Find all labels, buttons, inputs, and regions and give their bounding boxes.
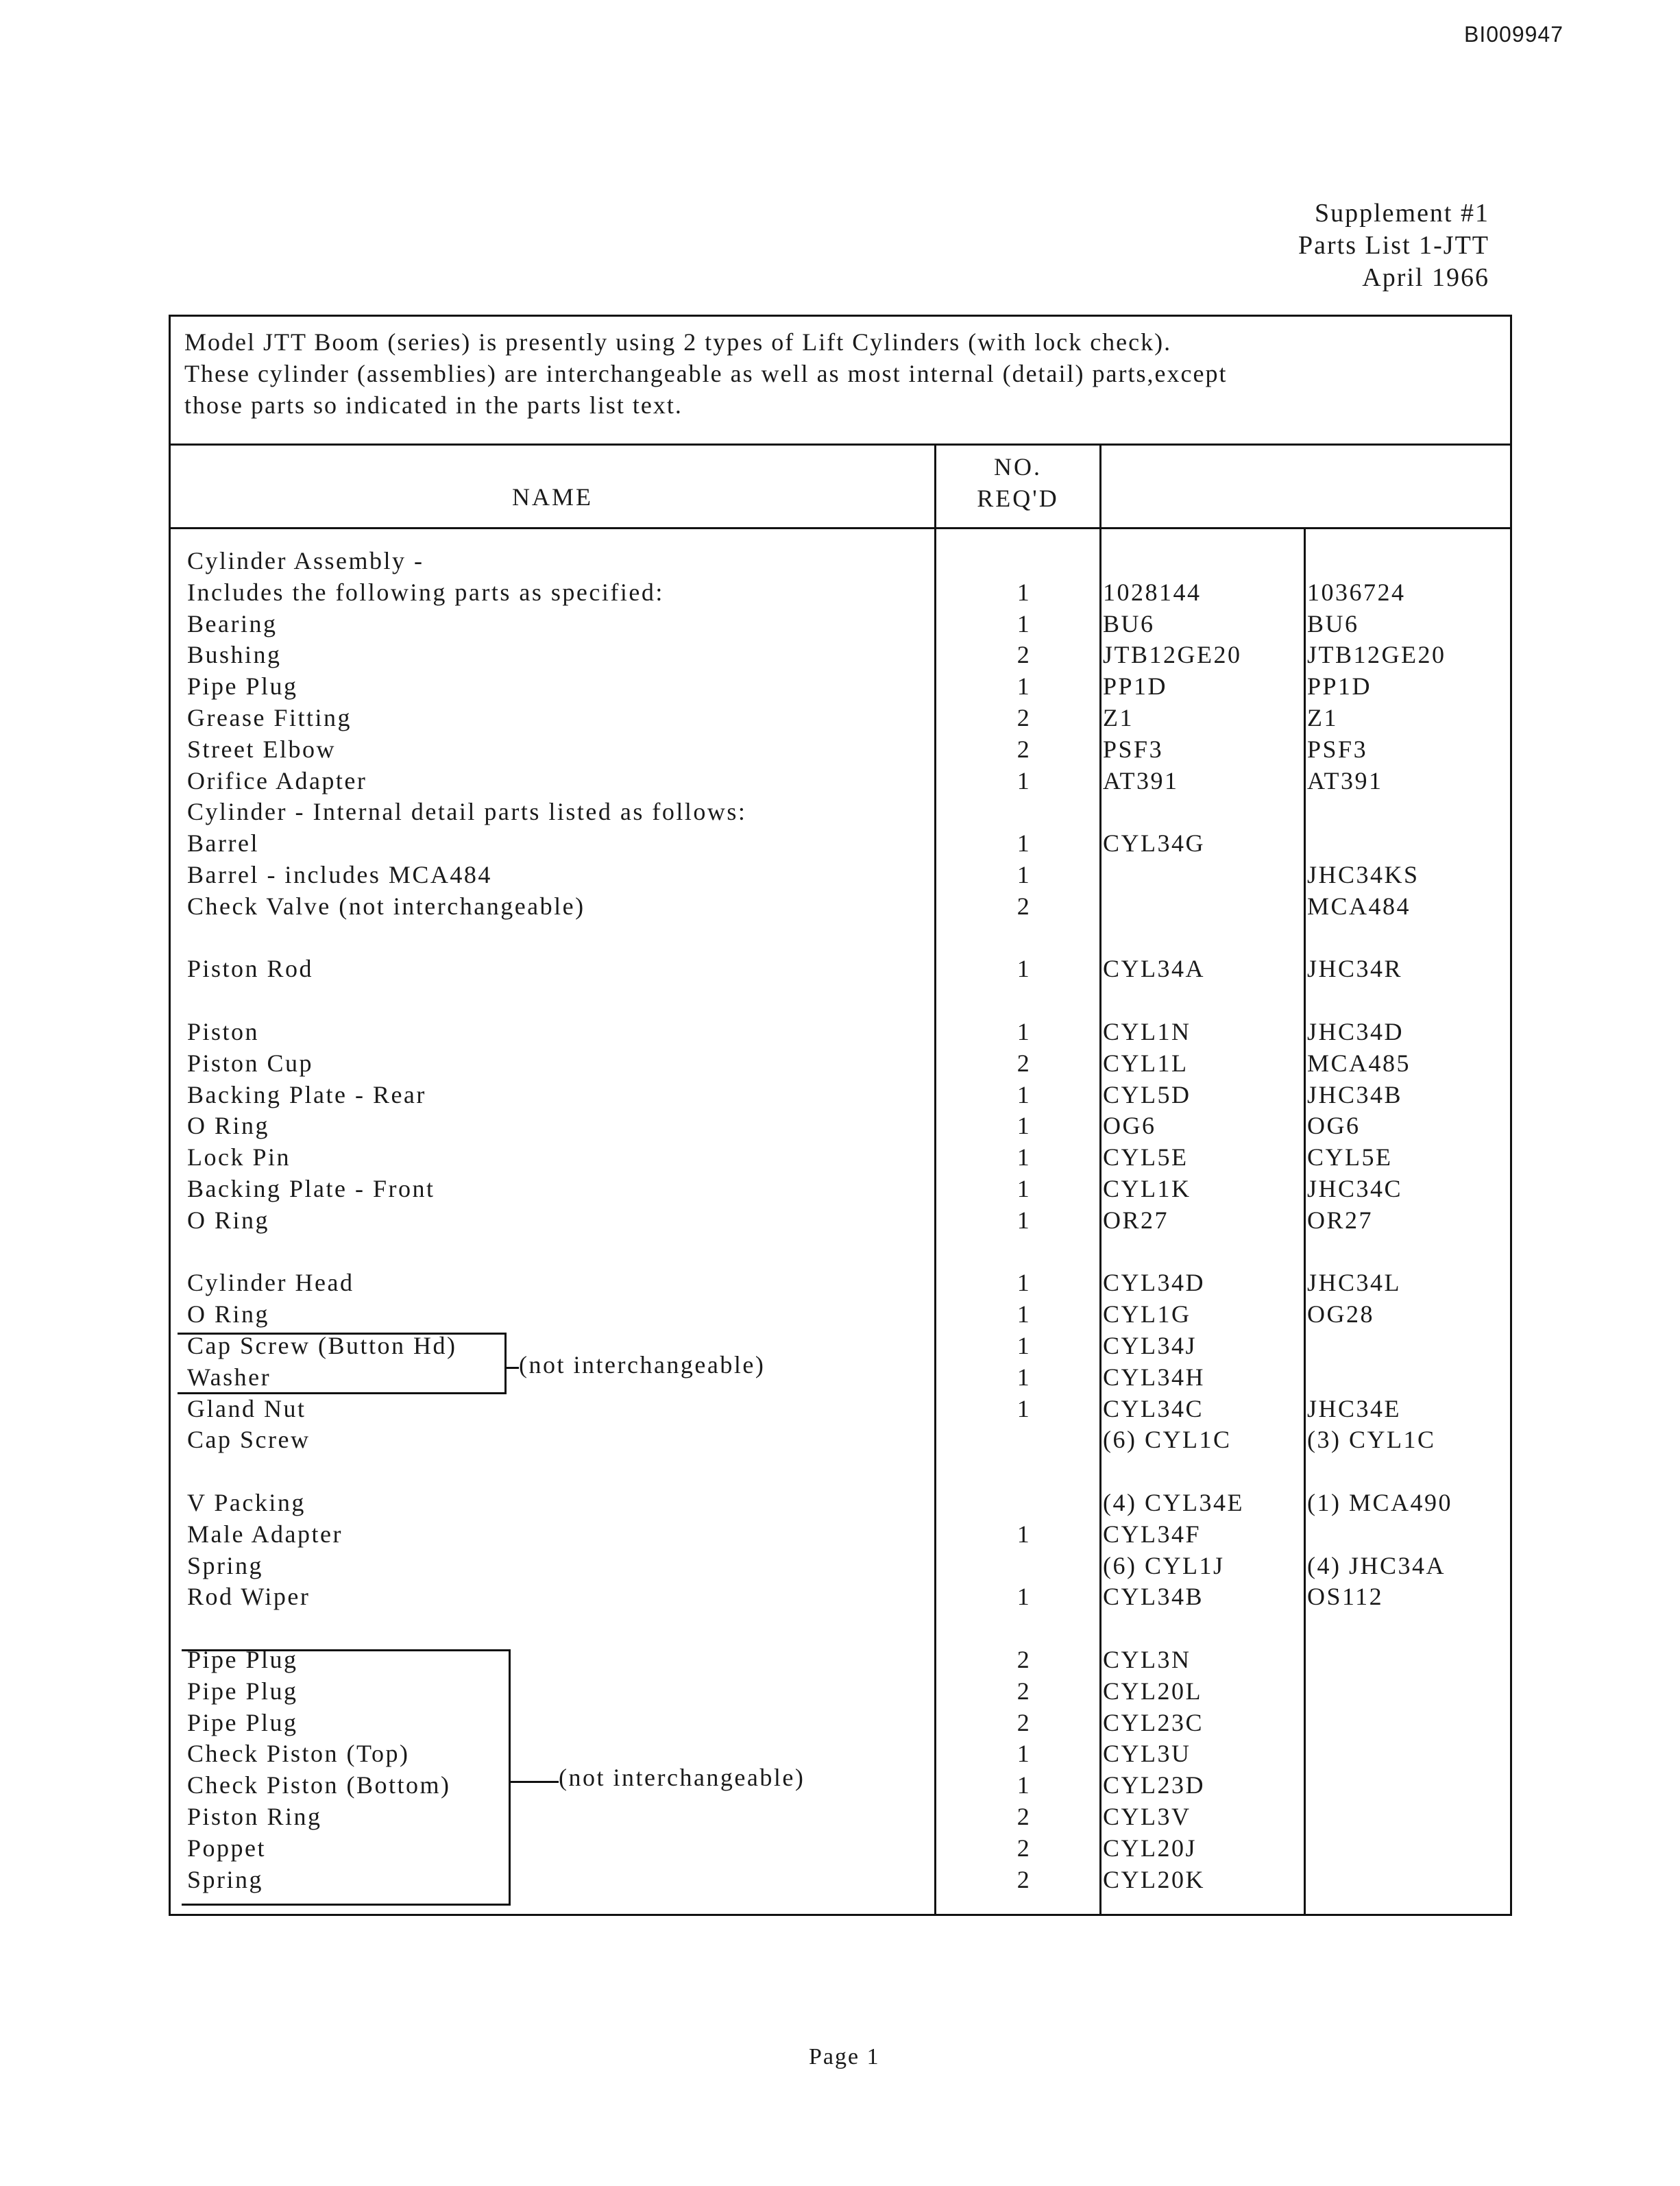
row-part-number-1028144: CYL3N xyxy=(1103,1646,1191,1673)
row-part-number-1028144: (6) CYL1C xyxy=(1103,1426,1232,1454)
header-divider xyxy=(171,527,1510,529)
row-qty-required: 2 xyxy=(1016,641,1032,669)
row-qty-required: 1 xyxy=(1016,1080,1032,1108)
row-name: Barrel - includes MCA484 xyxy=(187,861,492,888)
row-qty-required: 1 xyxy=(1016,1363,1032,1391)
intro-paragraph xyxy=(184,326,1500,421)
row-part-number-1036724: OR27 xyxy=(1307,1206,1374,1234)
row-part-number-1028144: CYL3U xyxy=(1103,1740,1191,1768)
row-qty-required: 1 xyxy=(1016,1143,1032,1171)
row-part-number-1028144: (4) CYL34E xyxy=(1103,1489,1244,1516)
bracket-connector-1 xyxy=(507,1367,519,1369)
row-part-number-1036724: OS112 xyxy=(1307,1583,1384,1611)
row-qty-required: 2 xyxy=(1016,1834,1032,1862)
row-part-number-1028144: CYL1L xyxy=(1103,1049,1189,1077)
row-qty-required: 1 xyxy=(1016,1332,1032,1359)
row-qty-required: 1 xyxy=(1016,1740,1032,1768)
row-part-number-1028144: PP1D xyxy=(1103,672,1168,701)
row-name: Backing Plate - Rear xyxy=(187,1080,426,1108)
row-qty-required: 1 xyxy=(1016,1269,1032,1297)
row-name: Piston Rod xyxy=(187,955,314,983)
row-part-number-1028144: Z1 xyxy=(1103,704,1134,731)
qty-header-line-1: NO. xyxy=(994,453,1042,481)
row-qty-required: 1 xyxy=(1016,578,1032,606)
row-part-number-1028144: CYL23C xyxy=(1103,1708,1204,1736)
column-divider-part2 xyxy=(1304,527,1306,1916)
row-part-number-1036724: OG28 xyxy=(1307,1300,1374,1328)
intro-line-1: Model JTT Boom (series) is presently using 2 types of Lift Cylinders (with lock check). xyxy=(184,328,1172,356)
row-name: Grease Fitting xyxy=(187,704,352,731)
row-qty-required: 2 xyxy=(1016,704,1032,731)
row-name: Includes the following parts as specified: xyxy=(187,578,664,606)
row-part-number-1036724: JTB12GE20 xyxy=(1307,641,1446,669)
row-qty-required: 1 xyxy=(1016,1300,1032,1328)
row-part-number-1036724: JHC34C xyxy=(1307,1175,1403,1202)
row-name: Poppet xyxy=(187,1834,267,1862)
supplement-header xyxy=(1298,197,1489,294)
row-name: O Ring xyxy=(187,1206,270,1234)
row-part-number-1036724: JHC34E xyxy=(1307,1394,1402,1422)
row-part-number-1028144: OR27 xyxy=(1103,1206,1169,1234)
row-qty-required: 1 xyxy=(1016,766,1032,794)
row-name: Male Adapter xyxy=(187,1520,343,1548)
note-not-interchangeable-1: (not interchangeable) xyxy=(519,1351,766,1379)
row-qty-required: 1 xyxy=(1016,829,1032,858)
row-part-number-1028144: CYL34J xyxy=(1103,1332,1197,1359)
row-part-number-1036724: PSF3 xyxy=(1307,735,1368,763)
row-name: Backing Plate - Front xyxy=(187,1175,435,1202)
row-name: Barrel xyxy=(187,829,259,858)
row-name: Rod Wiper xyxy=(187,1583,311,1611)
row-qty-required: 2 xyxy=(1016,1865,1032,1893)
row-qty-required: 2 xyxy=(1016,1646,1032,1673)
row-name: V Packing xyxy=(187,1489,306,1516)
intro-divider xyxy=(171,444,1510,446)
row-qty-required: 2 xyxy=(1016,892,1032,920)
column-divider-part1 xyxy=(1099,444,1101,1916)
row-part-number-1028144: CYL34B xyxy=(1103,1583,1204,1611)
row-name: Check Valve (not interchangeable) xyxy=(187,892,585,920)
row-qty-required: 1 xyxy=(1016,1206,1032,1234)
row-part-number-1028144: CYL1N xyxy=(1103,1018,1191,1045)
row-name: Cylinder - Internal detail parts listed as follows: xyxy=(187,798,747,826)
bracket-cap-screw-washer xyxy=(178,1333,507,1394)
row-name: Spring xyxy=(187,1551,264,1579)
row-part-number-1036724: JHC34R xyxy=(1307,955,1403,983)
row-part-number-1028144: CYL1G xyxy=(1103,1300,1191,1328)
row-part-number-1028144: CYL34G xyxy=(1103,829,1205,858)
row-part-number-1028144: CYL5E xyxy=(1103,1143,1189,1171)
row-part-number-1036724: (4) JHC34A xyxy=(1307,1551,1446,1579)
row-name: Spring xyxy=(187,1865,264,1893)
intro-line-3: those parts so indicated in the parts list text. xyxy=(184,391,683,419)
row-part-number-1036724: MCA485 xyxy=(1307,1049,1411,1077)
intro-line-2: These cylinder (assemblies) are interchangeable as well as most internal (detail) parts,except xyxy=(184,360,1228,387)
row-qty-required: 2 xyxy=(1016,1677,1032,1705)
row-name: Lock Pin xyxy=(187,1143,291,1171)
row-part-number-1036724: (1) MCA490 xyxy=(1307,1489,1452,1516)
row-part-number-1028144: AT391 xyxy=(1103,766,1179,794)
row-part-number-1028144: PSF3 xyxy=(1103,735,1164,763)
row-name: Check Piston (Top) xyxy=(187,1740,410,1768)
row-name: Check Piston (Bottom) xyxy=(187,1771,451,1799)
row-part-number-1028144: CYL34A xyxy=(1103,955,1205,983)
page-number: Page 1 xyxy=(809,2044,880,2069)
row-qty-required: 2 xyxy=(1016,1803,1032,1830)
row-part-number-1028144: BU6 xyxy=(1103,609,1155,637)
row-qty-required: 2 xyxy=(1016,1708,1032,1736)
bracket-connector-2 xyxy=(511,1781,559,1783)
parts-list-title: Parts List 1-JTT xyxy=(1298,231,1489,260)
row-part-number-1028144: JTB12GE20 xyxy=(1103,641,1242,669)
row-name: Piston Ring xyxy=(187,1803,322,1830)
row-name: Cylinder Assembly - xyxy=(187,547,424,574)
row-part-number-1036724: JHC34KS xyxy=(1307,861,1420,888)
row-qty-required: 2 xyxy=(1016,735,1032,763)
row-part-number-1028144: CYL34C xyxy=(1103,1394,1204,1422)
row-part-number-1036724: (3) CYL1C xyxy=(1307,1426,1436,1454)
row-part-number-1028144: (6) CYL1J xyxy=(1103,1551,1225,1579)
row-qty-required: 1 xyxy=(1016,955,1032,983)
row-name: Cap Screw (Button Hd) xyxy=(187,1332,457,1359)
row-qty-required: 2 xyxy=(1016,1049,1032,1077)
row-part-number-1028144: CYL34F xyxy=(1103,1520,1202,1548)
row-name: Cylinder Head xyxy=(187,1269,354,1297)
column-divider-qty xyxy=(934,444,936,1916)
note-not-interchangeable-2: (not interchangeable) xyxy=(559,1764,805,1791)
row-part-number-1028144: CYL20L xyxy=(1103,1677,1202,1705)
row-name: Washer xyxy=(187,1363,271,1391)
column-header-qty xyxy=(936,451,1099,514)
row-qty-required: 1 xyxy=(1016,609,1032,637)
row-name: Pipe Plug xyxy=(187,1646,298,1673)
qty-header-line-2: REQ'D xyxy=(977,485,1059,512)
row-name: Piston Cup xyxy=(187,1049,314,1077)
row-name: O Ring xyxy=(187,1300,270,1328)
column-header-name: NAME xyxy=(512,483,593,511)
row-qty-required: 1 xyxy=(1016,1112,1032,1140)
row-part-number-1036724: Z1 xyxy=(1307,704,1338,731)
row-part-number-1036724: 1036724 xyxy=(1307,578,1406,606)
row-part-number-1028144: CYL20J xyxy=(1103,1834,1197,1862)
row-name: Street Elbow xyxy=(187,735,336,763)
parts-table xyxy=(169,315,1512,1916)
row-qty-required: 1 xyxy=(1016,1018,1032,1045)
row-part-number-1036724: OG6 xyxy=(1307,1112,1361,1140)
row-name: O Ring xyxy=(187,1112,270,1140)
row-qty-required: 1 xyxy=(1016,672,1032,701)
row-qty-required: 1 xyxy=(1016,1583,1032,1611)
row-qty-required: 1 xyxy=(1016,861,1032,888)
row-part-number-1036724: JHC34L xyxy=(1307,1269,1402,1297)
row-part-number-1036724: JHC34B xyxy=(1307,1080,1403,1108)
row-name: Cap Screw xyxy=(187,1426,311,1454)
row-part-number-1028144: CYL23D xyxy=(1103,1771,1205,1799)
row-part-number-1036724: BU6 xyxy=(1307,609,1359,637)
row-name: Orifice Adapter xyxy=(187,766,367,794)
row-name: Pipe Plug xyxy=(187,1708,298,1736)
bracket-check-parts xyxy=(182,1649,511,1906)
row-name: Pipe Plug xyxy=(187,1677,298,1705)
document-date: April 1966 xyxy=(1362,263,1489,292)
row-qty-required: 1 xyxy=(1016,1520,1032,1548)
row-qty-required: 1 xyxy=(1016,1175,1032,1202)
row-qty-required: 1 xyxy=(1016,1394,1032,1422)
supplement-number: Supplement #1 xyxy=(1314,199,1489,228)
document-id: BI009947 xyxy=(1463,22,1563,47)
row-part-number-1036724: JHC34D xyxy=(1307,1018,1404,1045)
row-part-number-1028144: OG6 xyxy=(1103,1112,1156,1140)
row-part-number-1028144: CYL1K xyxy=(1103,1175,1191,1202)
row-part-number-1028144: CYL3V xyxy=(1103,1803,1191,1830)
row-qty-required: 1 xyxy=(1016,1771,1032,1799)
row-part-number-1036724: MCA484 xyxy=(1307,892,1411,920)
row-part-number-1028144: CYL34D xyxy=(1103,1269,1205,1297)
row-part-number-1036724: PP1D xyxy=(1307,672,1372,701)
row-name: Bearing xyxy=(187,609,278,637)
row-part-number-1036724: CYL5E xyxy=(1307,1143,1393,1171)
row-name: Bushing xyxy=(187,641,282,669)
row-name: Piston xyxy=(187,1018,260,1045)
row-part-number-1028144: CYL34H xyxy=(1103,1363,1205,1391)
row-part-number-1036724: AT391 xyxy=(1307,766,1383,794)
row-name: Pipe Plug xyxy=(187,672,298,701)
row-name: Gland Nut xyxy=(187,1394,306,1422)
row-part-number-1028144: 1028144 xyxy=(1103,578,1202,606)
row-part-number-1028144: CYL20K xyxy=(1103,1865,1205,1893)
row-part-number-1028144: CYL5D xyxy=(1103,1080,1191,1108)
